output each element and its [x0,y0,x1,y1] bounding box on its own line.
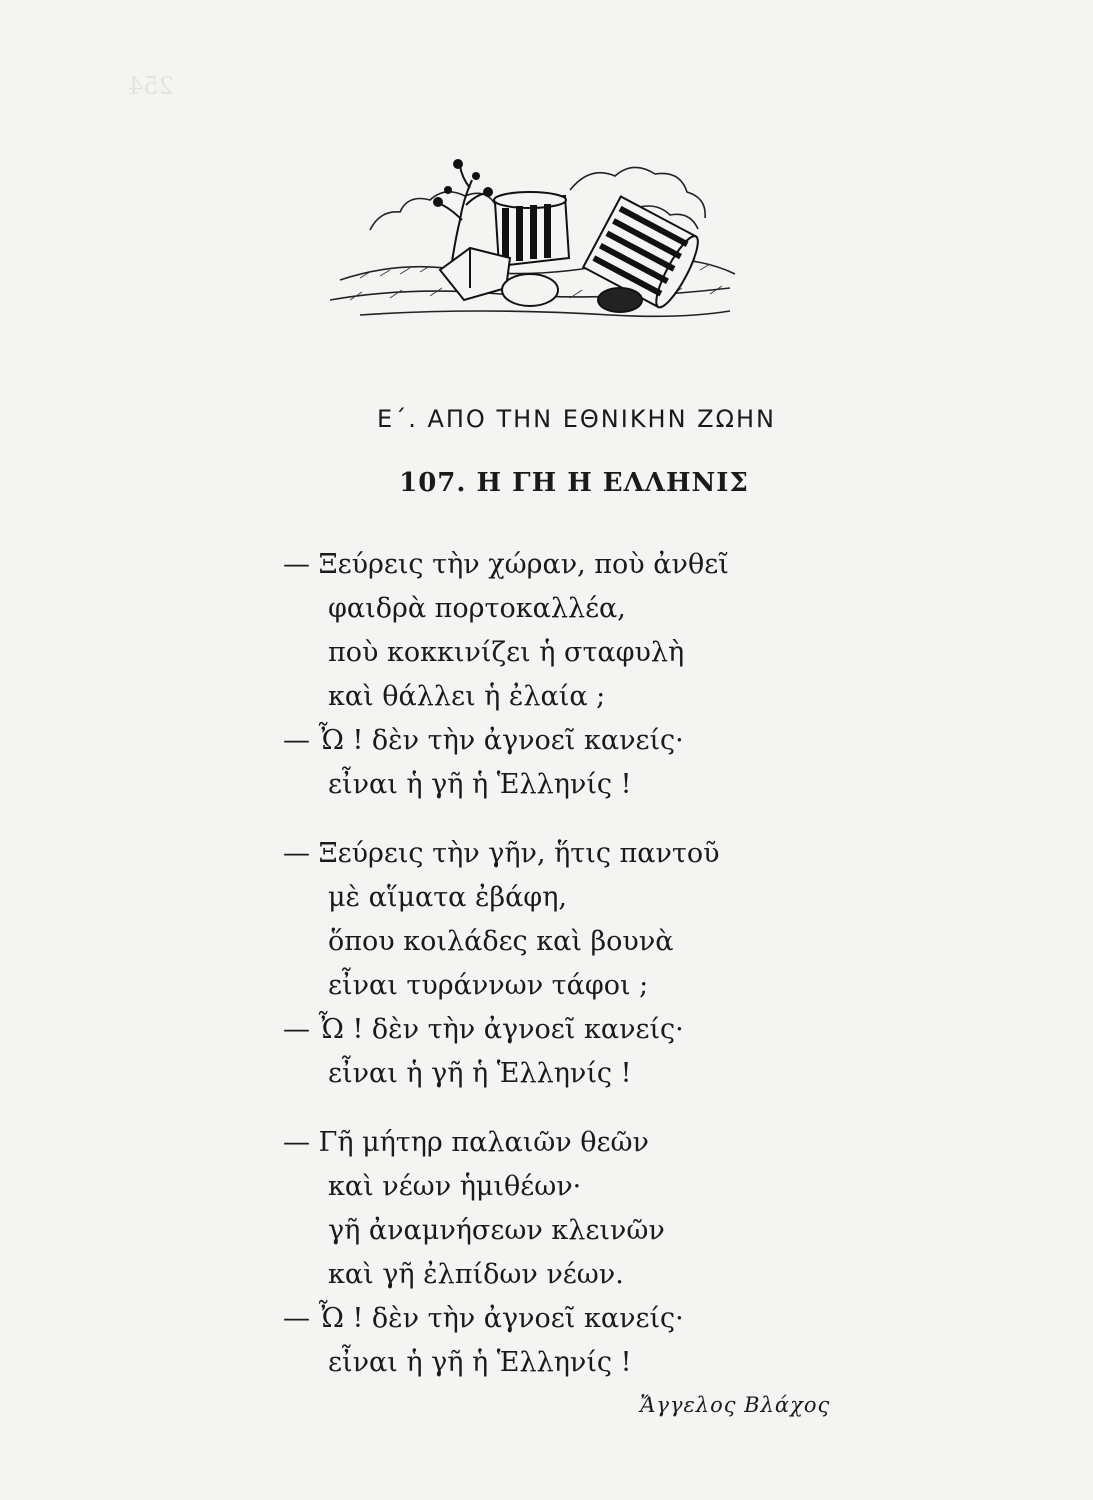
poem-line: — Γῆ μήτηρ παλαιῶν θεῶν [283,1127,649,1158]
poem-line: καὶ γῆ ἐλπίδων νέων. [328,1259,624,1290]
stanza-3 [283,1121,843,1385]
poem-line: μὲ αἵματα ἐβάφη, [328,882,567,913]
poem-line: εἶναι τυράννων τάφοι ; [328,970,649,1001]
ruins-vignette-icon [330,150,745,325]
poem-line: — Ξεύρεις τὴν γῆν, ἥτις παντοῦ [283,838,720,869]
poem-line: ποὺ κοκκινίζει ἡ σταφυλὴ [328,637,685,668]
author-attribution: Ἄγγελος Βλάχος [640,1393,831,1417]
poem-line: — Ξεύρεις τὴν χώραν, ποὺ ἀνθεῖ [283,549,729,580]
poem-line: καὶ νέων ἡμιθέων· [328,1171,582,1202]
stanza-1 [283,543,843,807]
poem-line: εἶναι ἡ γῆ ἡ Ἑλληνίς ! [328,1058,632,1089]
poem-body [283,543,843,1410]
poem-line: — Ὦ ! δὲν τὴν ἀγνοεῖ κανείς· [283,725,684,756]
bleed-through-page-number: 254 [128,72,174,100]
section-heading: Ε΄. ΑΠΟ ΤΗΝ ΕΘΝΙΚΗΝ ΖΩΗΝ [377,405,776,433]
poem-line: ὅπου κοιλάδες καὶ βουνὰ [328,926,674,957]
stanza-2 [283,832,843,1096]
poem-line: εἶναι ἡ γῆ ἡ Ἑλληνίς ! [328,769,632,800]
poem-line: — Ὦ ! δὲν τὴν ἀγνοεῖ κανείς· [283,1014,684,1045]
poem-title: 107. Η ΓΗ Η ΕΛΛΗΝΙΣ [399,468,749,498]
poem-line: — Ὦ ! δὲν τὴν ἀγνοεῖ κανείς· [283,1303,684,1334]
poem-line: φαιδρὰ πορτοκαλλέα, [328,593,626,624]
poem-line: εἶναι ἡ γῆ ἡ Ἑλληνίς ! [328,1347,632,1378]
poem-line: γῆ ἀναμνήσεων κλεινῶν [328,1215,665,1246]
poem-line: καὶ θάλλει ἡ ἐλαία ; [328,681,606,712]
